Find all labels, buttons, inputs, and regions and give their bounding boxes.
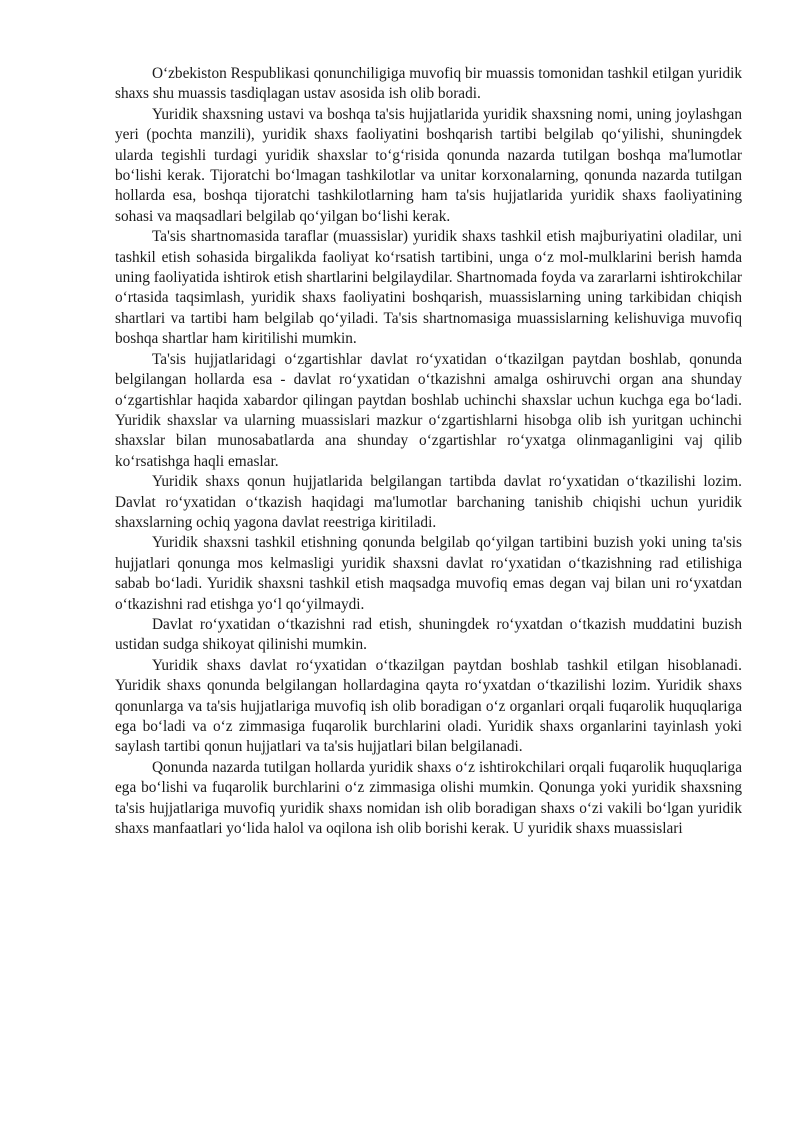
- paragraph-4: Ta'sis hujjatlaridagi o‘zgartishlar davlat ro‘yxatidan o‘tkazilgan paytdan boshlab, qonunda belgilangan hollarda esa - davlat ro‘yxatidan o‘tkazishni amalga oshiruvchi organ ana shunday o‘zgartishlar haqida xabardor qilingan paytdan boshlab uchinchi shaxslar uchun kuchga ega bo‘ladi. Yuridik shaxslar va ularning muassislari mazkur o‘zgartishlarni hisobga olib ish yuritgan uchinchi shaxslar bilan munosabatlarda ana shunday o‘zgartishlar ro‘yxatga olinmaganligini vaj qilib ko‘rsatishga haqli emaslar.: [115, 350, 742, 470]
- paragraph-1: O‘zbekiston Respublikasi qonunchiligiga muvofiq bir muassis tomonidan tashkil etilgan yuridik shaxs shu muassis tasdiqlagan ustav asosida ish olib boradi.: [115, 65, 742, 103]
- paragraph-8: Yuridik shaxs davlat ro‘yxatidan o‘tkazilgan paytdan boshlab tashkil etilgan hisoblanadi. Yuridik shaxs qonunda belgilangan hollardagina qayta ro‘yxatdan o‘tkazilishi lozim. Yuridik shaxs qonunlarga va ta'sis hujjatlariga muvofiq ish olib boradigan o‘z organlari orqali fuqarolik huquqlariga ega bo‘ladi va o‘z zimmasiga fuqarolik burchlarini oladi. Yuridik shaxs organlarini tayinlash yoki saylash tartibi qonun hujjatlari va ta'sis hujjatlari bilan belgilanadi.: [115, 656, 742, 756]
- paragraph-6: Yuridik shaxsni tashkil etishning qonunda belgilab qo‘yilgan tartibini buzish yoki uning ta'sis hujjatlari qonunga mos kelmasligi yuridik shaxsni davlat ro‘yxatidan o‘tkazishning rad etilishiga sabab bo‘ladi. Yuridik shaxsni tashkil etish maqsadga muvofiq emas degan vaj bilan uni ro‘yxatdan o‘tkazishni rad etishga yo‘l qo‘yilmaydi.: [115, 534, 742, 613]
- paragraph-2: Yuridik shaxsning ustavi va boshqa ta'sis hujjatlarida yuridik shaxsning nomi, uning joylashgan yeri (pochta manzili), yuridik shaxs faoliyatini boshqarish tartibi belgilab qo‘yilishi, shuningdek ularda tegishli turdagi yuridik shaxslar to‘g‘risida qonunda nazarda tutilgan boshqa ma'lumotlar bo‘lishi kerak. Tijoratchi bo‘lmagan tashkilotlar va unitar korxonalarning, qonunda nazarda tutilgan hollarda esa, boshqa tijoratchi tashkilotlarning ham ta'sis hujjatlarida yuridik shaxs faoliyatining sohasi va maqsadlari belgilab qo‘yilgan bo‘lishi kerak.: [115, 105, 742, 225]
- document-page: [115, 64, 742, 839]
- paragraph-7: Davlat ro‘yxatidan o‘tkazishni rad etish, shuningdek ro‘yxatdan o‘tkazish muddatini buzish ustidan sudga shikoyat qilinishi mumkin.: [115, 615, 742, 654]
- paragraph-3: Ta'sis shartnomasida taraflar (muassislar) yuridik shaxs tashkil etish majburiyatini oladilar, uni tashkil etish sohasida birgalikda faoliyat ko‘rsatish tartibini, unga o‘z mol-mulklarini berish hamda uning faoliyatida ishtirok etish shartlarini belgilaydilar. Shartnomada foyda va zararlarni ishtirokchilar o‘rtasida taqsimlash, yuridik shaxs faoliyatini boshqarish, muassislarning uning tarkibidan chiqish shartlari va tartibi ham belgilab qo‘yiladi. Ta'sis shartnomasiga muassislarning kelishuviga muvofiq boshqa shartlar ham kiritilishi mumkin.: [115, 228, 742, 348]
- paragraph-5: Yuridik shaxs qonun hujjatlarida belgilangan tartibda davlat ro‘yxatidan o‘tkazilishi lozim. Davlat ro‘yxatidan o‘tkazish haqidagi ma'lumotlar barchaning tanishib chiqishi uchun yuridik shaxslarning ochiq yagona davlat reestriga kiritiladi.: [115, 473, 742, 531]
- paragraph-9: Qonunda nazarda tutilgan hollarda yuridik shaxs o‘z ishtirokchilari orqali fuqarolik huquqlariga ega bo‘lishi va fuqarolik burchlarini o‘z zimmasiga olishi mumkin. Qonunga yoki yuridik shaxsning ta'sis hujjatlariga muvofiq yuridik shaxs nomidan ish olib boradigan shaxs o‘zi vakili bo‘lgan yuridik shaxs manfaatlari yo‘lida halol va oqilona ish olib borishi kerak. U yuridik shaxs muassislari: [115, 758, 742, 838]
